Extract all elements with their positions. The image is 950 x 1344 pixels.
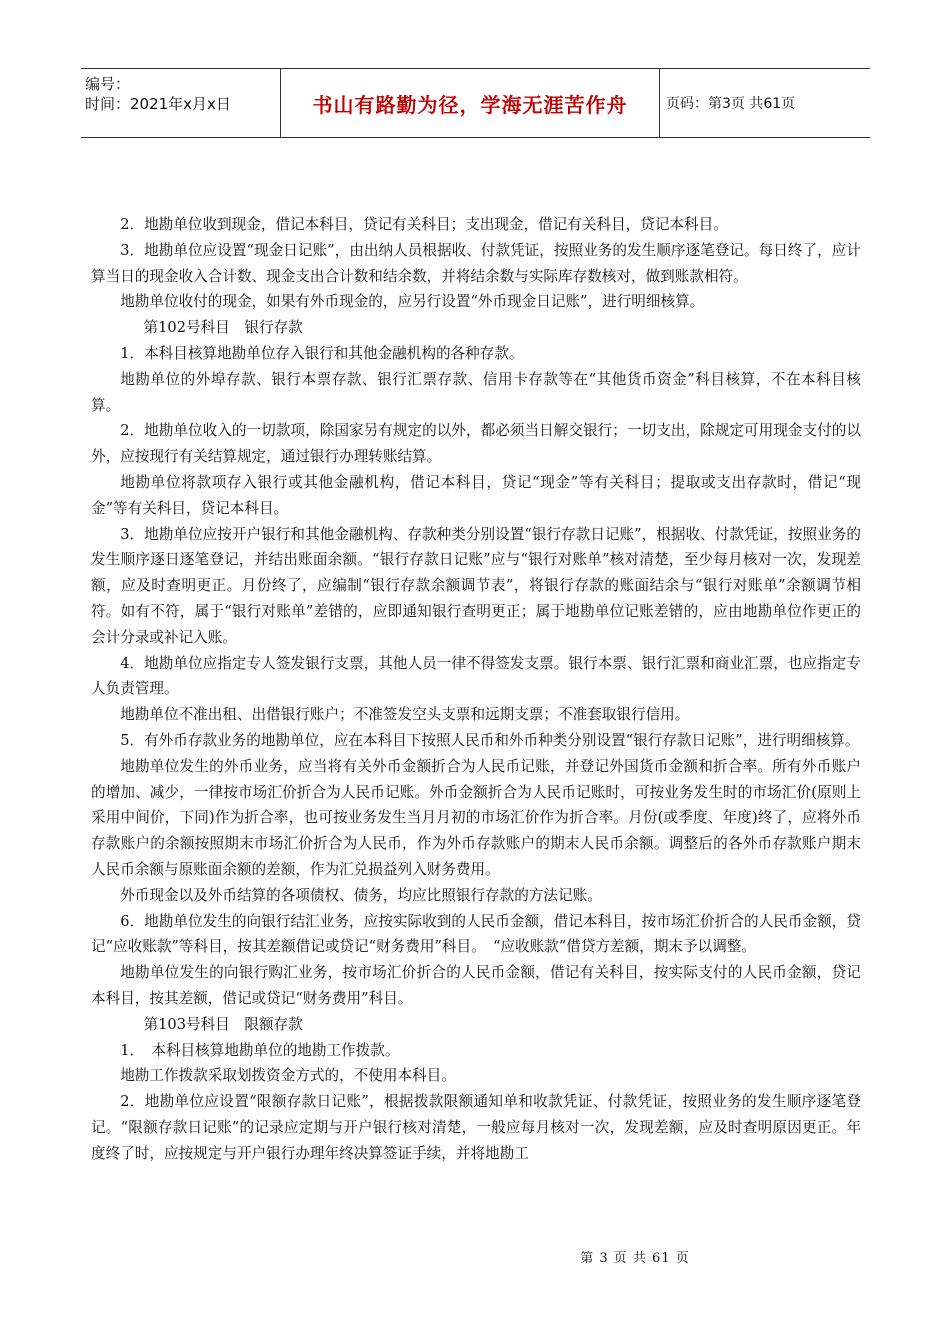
page-footer: 第 3 页 共 61 页: [580, 1251, 690, 1266]
paragraph: 外币现金以及外币结算的各项债权、债务，均应比照银行存款的方法记账。: [120, 886, 602, 904]
paragraph: 2．地勘单位应设置“限额存款日记账”，根据拨款限额通知单和收款凭证、付款凭证，按照业务的发生顺序逐笔登记。“限额存款日记账”的记录应定期与开户银行核对清楚，一般应每月核对一次，发现差额，应及时查明原因更正。年度终了时，应按规定与开户银行办理年终决算签证手续，并将地勘工: [91, 1093, 861, 1162]
paragraph: 1．本科目核算地勘单位存入银行和其他金融机构的各种存款。: [120, 344, 524, 362]
paragraph: 地勘单位收付的现金，如果有外币现金的，应另行设置“外币现金日记账”，进行明细核算。: [120, 293, 705, 311]
paragraph: 4．地勘单位应指定专人签发银行支票，其他人员一律不得签发支票。银行本票、银行汇票和商业汇票，也应指定专人负责管理。: [91, 654, 861, 698]
paragraph: 3．地勘单位应按开户银行和其他金融机构、存款种类分别设置“银行存款日记账”，根据收、付款凭证，按照业务的发生顺序逐日逐笔登记，并结出账面余额。“银行存款日记账”应与“银行对账单”核对清楚，至少每月核对一次，发现差额，应及时查明更正。月份终了，应编制“银行存款余额调节表”，将银行存款的账面结余与“银行对账单”余额调节相符。如有不符，属于“银行对账单”差错的，应即通知银行查明更正；属于地勘单位记账差错的，应由地勘单位作更正的会计分录或补记入账。: [91, 525, 861, 646]
header-motto: 书山有路勤为径，学海无涯苦作舟: [281, 69, 660, 137]
paragraph: 地勘单位发生的向银行购汇业务，按市场汇价折合的人民币金额，借记有关科目，按实际支付的人民币金额，贷记本科目，按其差额，借记或贷记“财务费用”科目。: [91, 964, 861, 1007]
document-body: [91, 212, 861, 1166]
paragraph: 2．地勘单位收入的一切款项，除国家另有规定的以外，都必须当日解交银行；一切支出，除规定可用现金支付的以外，应按现行有关结算规定，通过银行办理转账结算。: [91, 422, 861, 466]
paragraph: 地勘工作拨款采取划拨资金方式的，不使用本科目。: [120, 1067, 456, 1085]
section-heading: 第102号科目 银行存款: [143, 319, 303, 337]
paragraph: 1． 本科目核算地勘单位的地勘工作拨款。: [120, 1041, 400, 1059]
paragraph: 地勘单位不准出租、出借银行账户；不准签发空头支票和远期支票；不准套取银行信用。: [120, 706, 690, 724]
section-heading: 第103号科目 限额存款: [143, 1015, 303, 1033]
paragraph: 3．地勘单位应设置“现金日记账”，由出纳人员根据收、付款凭证，按照业务的发生顺序逐笔登记。每日终了，应计算当日的现金收入合计数、现金支出合计数和结余数，并将结余数与实际库存数核对，做到账款相符。: [91, 241, 861, 285]
paragraph: 6．地勘单位发生的向银行结汇业务，应按实际收到的人民币金额，借记本科目，按市场汇价折合的人民币金额，贷记“应收账款”等科目，按其差额借记或贷记“财务费用”科目。 “应收账款”借贷方差额，期末予以调整。: [91, 912, 861, 956]
paragraph: 2．地勘单位收到现金，借记本科目，贷记有关科目；支出现金，借记有关科目，贷记本科目。: [120, 216, 728, 233]
header-meta: [81, 69, 281, 137]
page-header: [81, 68, 870, 138]
header-page-info: 页码：第3页 共61页: [666, 96, 796, 112]
header-time: 时间：2021年x月x日: [85, 95, 231, 113]
paragraph: 5．有外币存款业务的地勘单位，应在本科目下按照人民币和外币种类分别设置“银行存款日记账”，进行明细核算。: [120, 731, 860, 749]
paragraph: 地勘单位的外埠存款、银行本票存款、银行汇票存款、信用卡存款等在“其他货币资金”科目核算，不在本科目核算。: [91, 370, 861, 414]
paragraph: 地勘单位将款项存入银行或其他金融机构，借记本科目，贷记“现金”等有关科目；提取或支出存款时，借记“现金”等有关科目，贷记本科目。: [91, 473, 861, 517]
paragraph: 地勘单位发生的外币业务，应当将有关外币金额折合为人民币记账，并登记外国货币金额和折合率。所有外币账户的增加、减少，一律按市场汇价折合为人民币记账。外币金额折合为人民币记账时，可按业务发生时的市场汇价(原则上采用中间价，下同)作为折合率，也可按业务发生当月月初的市场汇价作为折合率。月份(或季度、年度)终了，应将外币存款账户的余额按照期末市场汇价折合为人民币，作为外币存款账户的期末人民币余额。调整后的各外币存款账户期末人民币余额与原账面余额的差额，作为汇兑损益列入财务费用。: [91, 757, 861, 878]
header-number: 编号：: [85, 75, 131, 93]
